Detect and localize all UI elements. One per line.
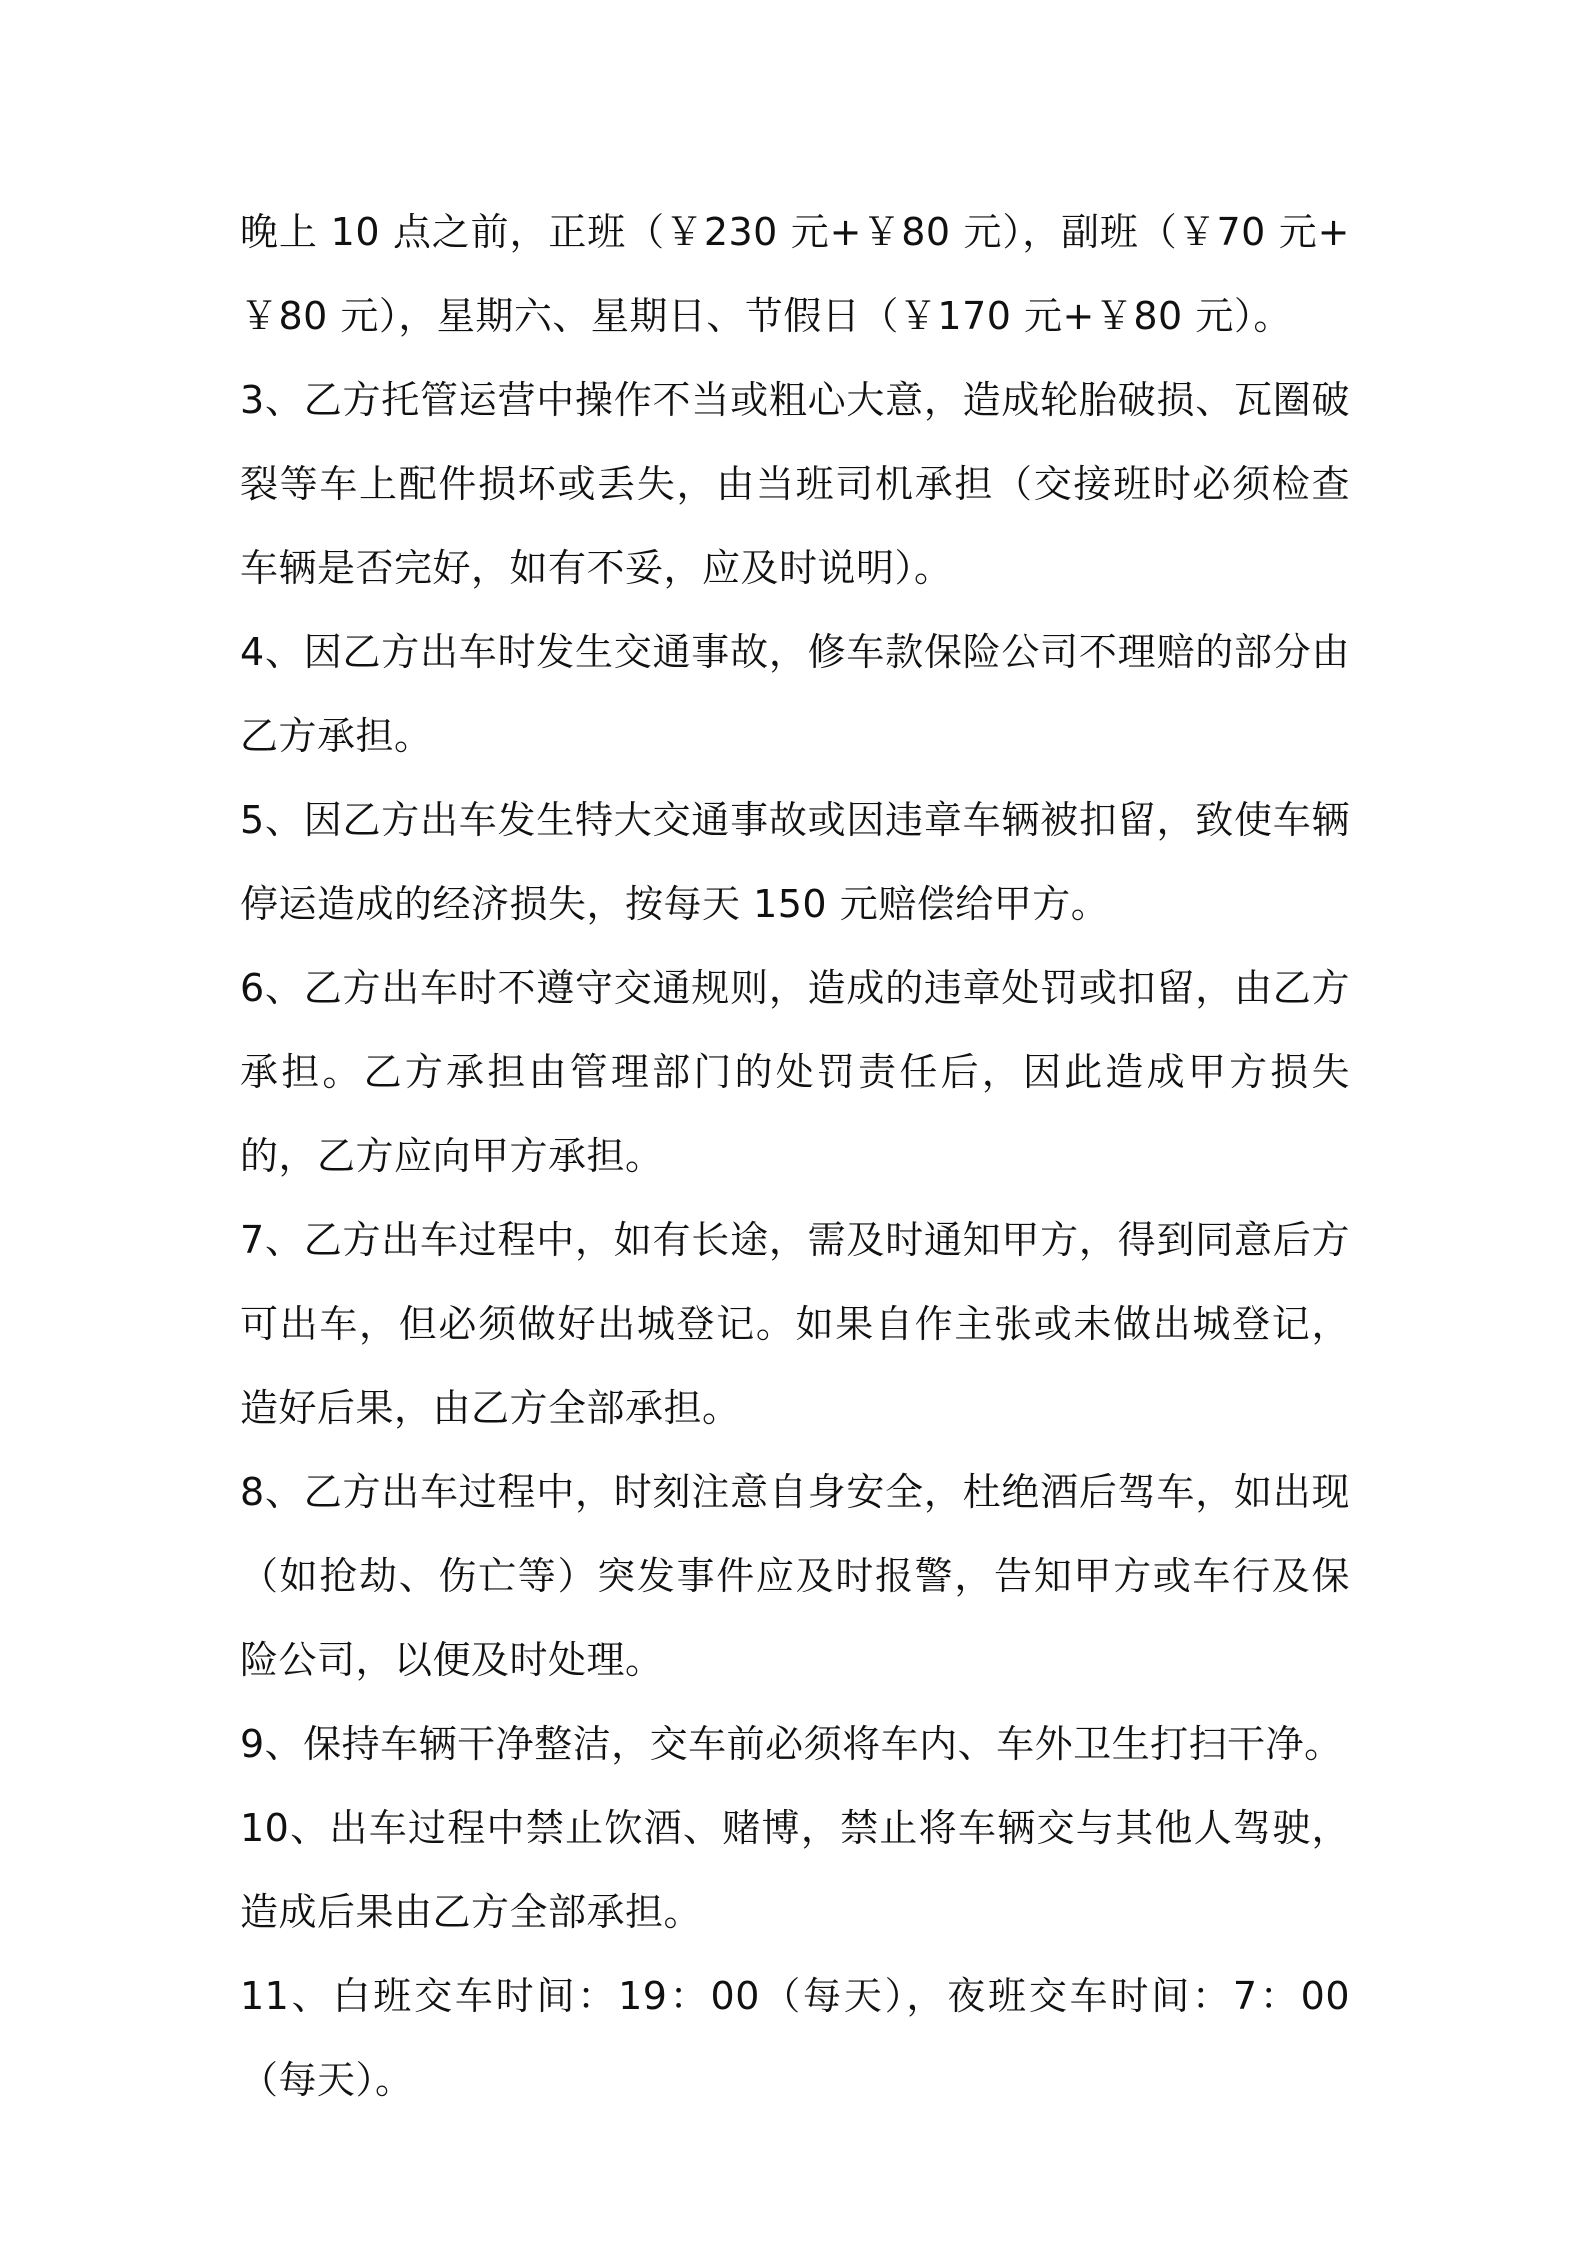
paragraph-clause-6: 6、乙方出车时不遵守交通规则，造成的违章处罚或扣留，由乙方承担。乙方承担由管理部门的处罚责任后，因此造成甲方损失的，乙方应向甲方承担。	[240, 966, 1350, 1178]
paragraph-clause-11: 11、白班交车时间：19：00（每天），夜班交车时间：7：00（每天）。	[240, 1974, 1350, 2102]
document-body	[240, 190, 1350, 2122]
paragraph-clause-9: 9、保持车辆干净整洁，交车前必须将车内、车外卫生打扫干净。	[240, 1722, 1343, 1766]
paragraph-clause-3: 3、乙方托管运营中操作不当或粗心大意，造成轮胎破损、瓦圈破裂等车上配件损坏或丢失，由当班司机承担（交接班时必须检查车辆是否完好，如有不妥，应及时说明）。	[240, 378, 1350, 590]
paragraph-clause-5: 5、因乙方出车发生特大交通事故或因违章车辆被扣留，致使车辆停运造成的经济损失，按每天 150 元赔偿给甲方。	[240, 798, 1350, 926]
paragraph-clause-7: 7、乙方出车过程中，如有长途，需及时通知甲方，得到同意后方可出车，但必须做好出城登记。如果自作主张或未做出城登记，造好后果，由乙方全部承担。	[240, 1218, 1350, 1430]
paragraph-clause-10: 10、出车过程中禁止饮酒、赌博，禁止将车辆交与其他人驾驶，造成后果由乙方全部承担。	[240, 1806, 1350, 1934]
paragraph-clause-4: 4、因乙方出车时发生交通事故，修车款保险公司不理赔的部分由乙方承担。	[240, 630, 1350, 758]
paragraph-clause-8: 8、乙方出车过程中，时刻注意自身安全，杜绝酒后驾车，如出现（如抢劫、伤亡等）突发事件应及时报警，告知甲方或车行及保险公司，以便及时处理。	[240, 1470, 1350, 1682]
paragraph-rate-schedule: 晚上 10 点之前，正班（￥230 元+￥80 元），副班（￥70 元+￥80 元），星期六、星期日、节假日（￥170 元+￥80 元）。	[240, 210, 1350, 338]
